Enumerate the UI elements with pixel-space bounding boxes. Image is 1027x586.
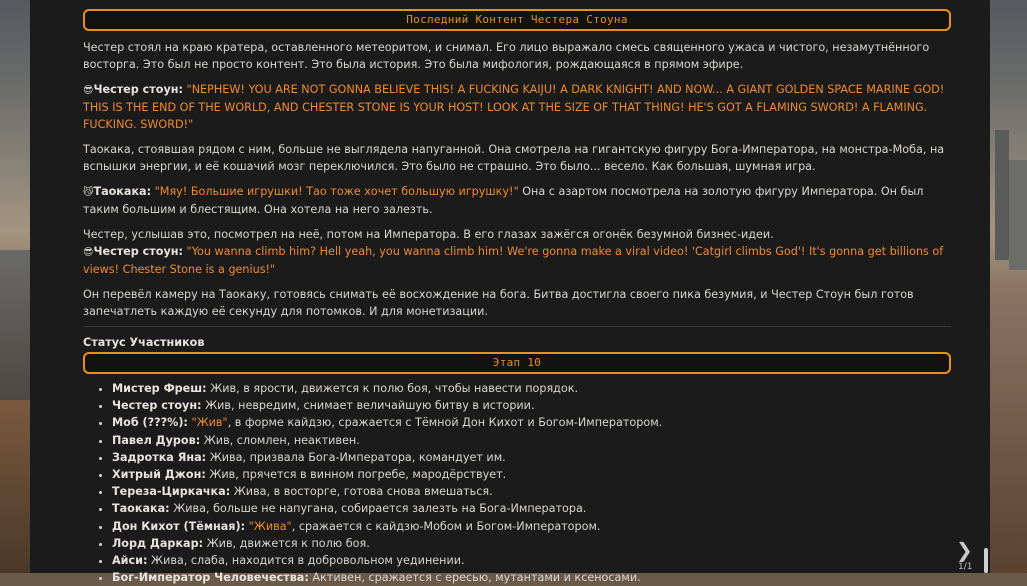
chat-message-panel[interactable] [30,0,990,585]
story-banner: Последний Контент Честера Стоуна [83,9,951,31]
status-item-durov: • Павел Дуров: Жив, сломлен, неактивен. [112,432,951,449]
chester-line-1 [83,81,951,133]
status-item-chester: • Честер стоун: Жив, невредим, снимает величайшую битву в истории. [112,397,951,414]
background-ruin-right-2 [1009,160,1027,270]
taokaka-quote: "Мяу! Большие игрушки! Тао тоже хочет большую игрушку!" [154,185,519,198]
status-item-taokaka: • Таокака: Жива, больше не напугана, собирается залезть на Бога-Императора. [112,500,951,517]
next-swipe-arrow-icon[interactable]: ❯ [956,538,973,562]
speaker-chester-2: Честер стоун: [93,245,183,258]
message-content [83,9,951,586]
status-item-mister-fresh: • Мистер Фреш: Жив, в ярости, движется к полю боя, чтобы навести порядок. [112,380,951,397]
status-item-don-quixote: • Дон Кихот (Тёмная): "Жива", сражается с кайдзю-Мобом и Богом-Императором. [112,518,951,535]
status-item-john: • Хитрый Джон: Жив, прячется в винном погребе, мародёрствует. [112,466,951,483]
status-section-title: Статус Участников [83,336,205,349]
cat-emoji-icon: 😼 [83,187,94,198]
speaker-taokaka: Таокака: [93,185,152,198]
status-item-darkar: • Лорд Даркар: Жив, движется к полю боя. [112,535,951,552]
sunglasses-emoji-icon: 😎 [83,85,94,96]
chester-line-2 [83,243,951,278]
stage-banner: Этап 10 [83,352,951,374]
background-ground-left [0,400,30,573]
status-item-mob: • Моб (???%): "Жив", в форме кайдзю, сражается с Тёмной Дон Кихот и Богом-Императором. [112,414,951,431]
status-item-god-emperor: • Бог-Император Человечества: Активен, сражается с ересью, мутантами и ксеносами. [112,569,951,586]
chester-quote-2: "You wanna climb him? Hell yeah, you wanna climb him! We're gonna make a viral video! 'Catgirl climbs God'! It's gonna get billions of views! Chester Stone is a genius!" [83,245,944,276]
section-divider [83,326,951,327]
background-ruin-right-1 [995,130,1009,260]
status-item-icy: • Айси: Жива, слаба, находится в добровольном уединении. [112,552,951,569]
chat-scrollbar[interactable] [984,548,988,573]
background-ruin-left [0,250,30,410]
taokaka-line [83,183,951,218]
status-item-tereza: • Тереза-Циркачка: Жива, в восторге, готова снова вмешаться. [112,483,951,500]
story-paragraph-1: Честер стоял на краю кратера, оставленного метеоритом, и снимал. Его лицо выражало смесь священного ужаса и чистого, незамутнённого восторга. Это был не просто контент. Это была история. Это была мифология, рождающаяся в прямом эфире. [83,41,930,71]
story-paragraph-4: Он перевёл камеру на Таокаку, готовясь снимать её восхождение на бога. Битва достигла своего пика безумия, и Честер Стоун был готов запечатлеть каждую её секунду для потомков. И для монетизации. [83,288,914,318]
speaker-chester: Честер стоун: [93,83,183,96]
story-paragraph-3: Честер, услышав это, посмотрел на неё, потом на Императора. В его глазах зажёгся огонёк безумной бизнес-идеи. [83,228,774,241]
status-item-yana: • Задротка Яна: Жива, призвала Бога-Императора, командует им. [112,449,951,466]
chester-quote-1: "NEPHEW! YOU ARE NOT GONNA BELIEVE THIS! A FUCKING KAIJU! A DARK KNIGHT! AND NOW... A GIANT GOLDEN SPACE MARINE GOD! THIS IS THE END OF THE WORLD, AND CHESTER STONE IS YOUR HOST! LOOK AT THE SIZE OF THAT THING! HE'S GOT A FLAMING SWORD! A FLAMING. FUCKING. SWORD!" [83,83,945,131]
taokaka-narration: Она с азартом посмотрела на золотую фигуру Императора. Он был таким большим и блестящим. Она хотела на него залезть. [83,185,924,216]
swipe-page-counter: 1/1 [958,562,973,572]
status-list [83,380,951,586]
background-ground-right [990,300,1027,573]
story-paragraph-2: Таокака, стоявшая рядом с ним, больше не выглядела напуганной. Она смотрела на гигантскую фигуру Бога-Императора, на монстра-Моба, на вспышки энергии, и её кошачий мозг переключился. Это было не страшно. Это было... весело. Как большая, шумная игра. [83,143,945,173]
sunglasses-emoji-icon-2: 😎 [83,247,94,258]
